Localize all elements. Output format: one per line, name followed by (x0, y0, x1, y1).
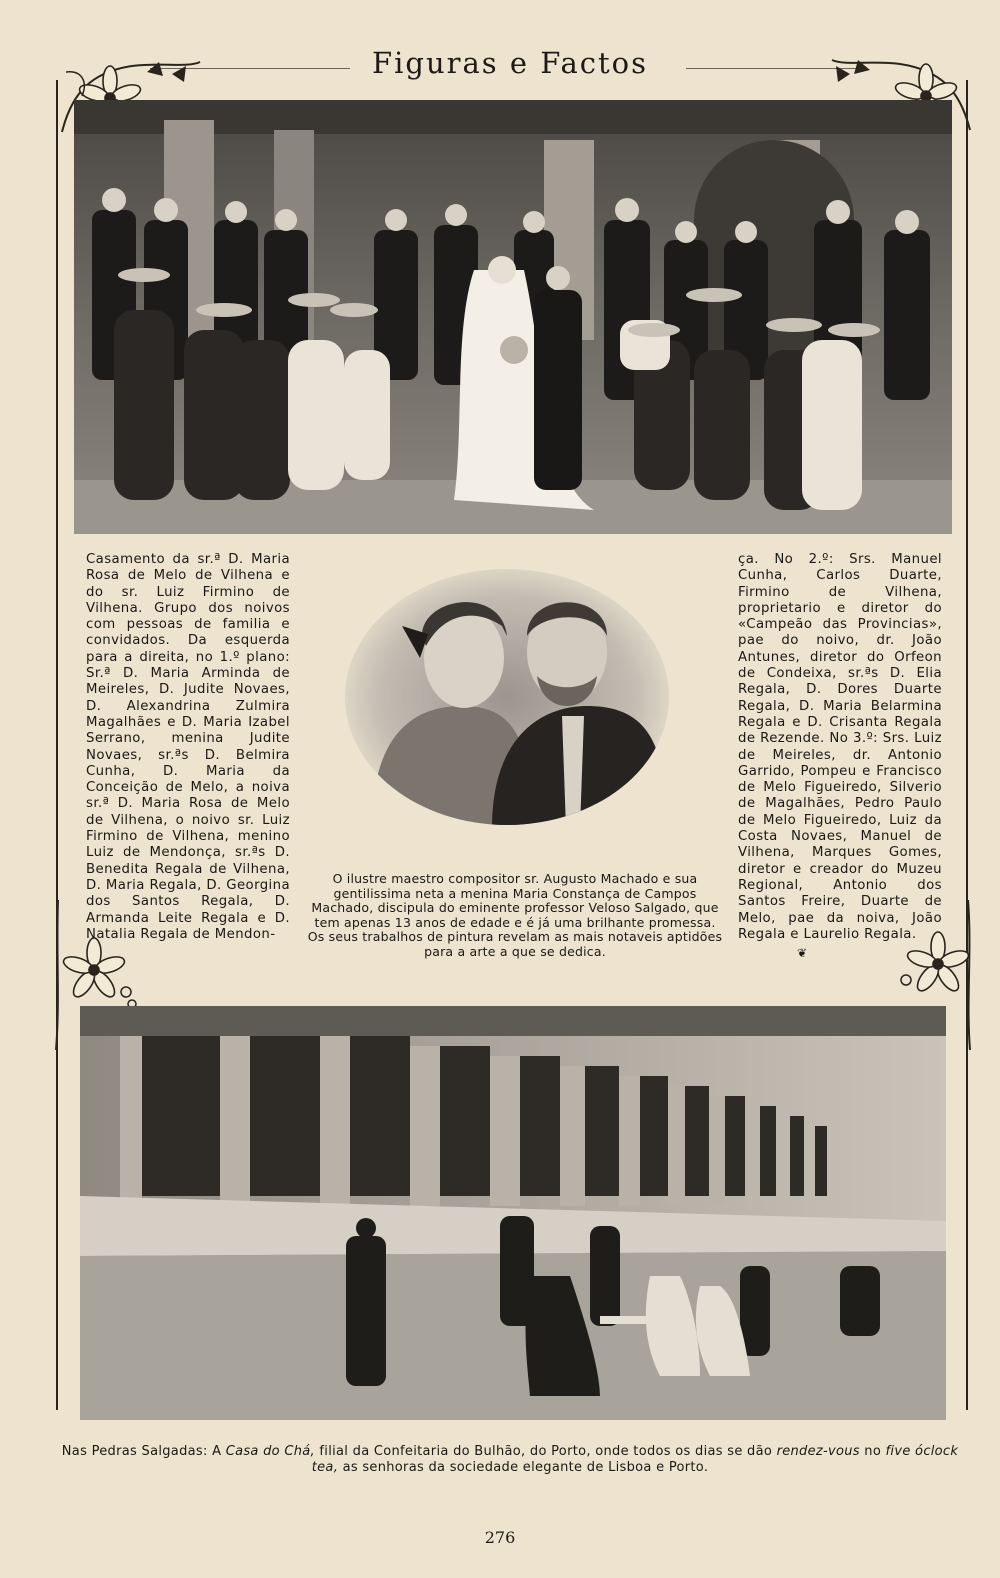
page-number: 276 (484, 1528, 516, 1547)
tea-house-caption: Nas Pedras Salgadas: A Casa do Chá, filial da Confeitaria do Bulhão, do Porto, onde todos os dias se dão rendez-vous no five óclock tea, as senhoras da sociedade elegante de Lisboa e Porto. (61, 1444, 959, 1475)
wedding-caption-right-column: ça. No 2.º: Srs. Manuel Cunha, Carlos Duarte, Firmino de Vilhena, proprietario e diretor do «Campeão das Provincias», pae do noivo, dr. João Antunes, diretor do Orfeon de Condeixa, sr.ªs D. Elia Regala, D. Dores Duarte Regala, D. Maria Belarmina Regala e D. Crisanta Regala de Rezende. No 3.º: Srs. Luiz de Meireles, dr. Antonio Garrido, Pompeu e Francisco de Melo Figueiredo, Silverio de Magalhães, Pedro Paulo de Melo Figueiredo, Luiz da Costa Novaes, Manuel de Vilhena, Marques Gomes, diretor e creador do Muzeu Regional, Antonio dos Santos Freire, Duarte de Melo, pae da noiva, João Regala e Laurelio Regala. (738, 552, 942, 942)
left-border-line (56, 80, 58, 1410)
right-border-line (966, 80, 968, 1410)
portrait-photo (342, 566, 672, 828)
wedding-caption-left-column: Casamento da sr.ª D. Maria Rosa de Melo de Vilhena e do sr. Luiz Firmino de Vilhena. Grupo dos noivos com pessoas de familia e convidados. Da esquerda para a direita, no 1.º plano: Sr.ª D. Maria Arminda de Meireles, D. Judite Novaes, D. Alexandrina Zulmira Magalhães e D. Maria Izabel Serrano, menina Judite Novaes, sr.ªs D. Belmira Cunha, D. Maria da Conceição de Melo, a noiva sr.ª D. Maria Rosa de Melo de Vilhena, o noivo sr. Luiz Firmino de Vilhena, menino Luiz de Mendonça, sr.ªs D. Benedita Regala de Vilhena, D. Maria Regala, D. Georgina dos Santos Regala, D. Armanda Leite Regala e D. Natalia Regala de Mendon- (86, 552, 291, 942)
tea-house-photo (80, 1006, 946, 1420)
wedding-group-photo (74, 100, 952, 534)
portrait-caption: O ilustre maestro compositor sr. Augusto Machado e sua gentilissima neta a menina Maria Constança de Campos Machado, discipula do eminente professor Veloso Salgado, que tem apenas 13 anos de edade e é já uma brilhante promessa. Os seus trabalhos de pintura revelam as mais notaveis aptidões para a arte a que se dedica. (307, 871, 723, 959)
page-title: Figuras e Factos (372, 46, 648, 80)
fleuron-ornament: ❦ (797, 946, 808, 960)
